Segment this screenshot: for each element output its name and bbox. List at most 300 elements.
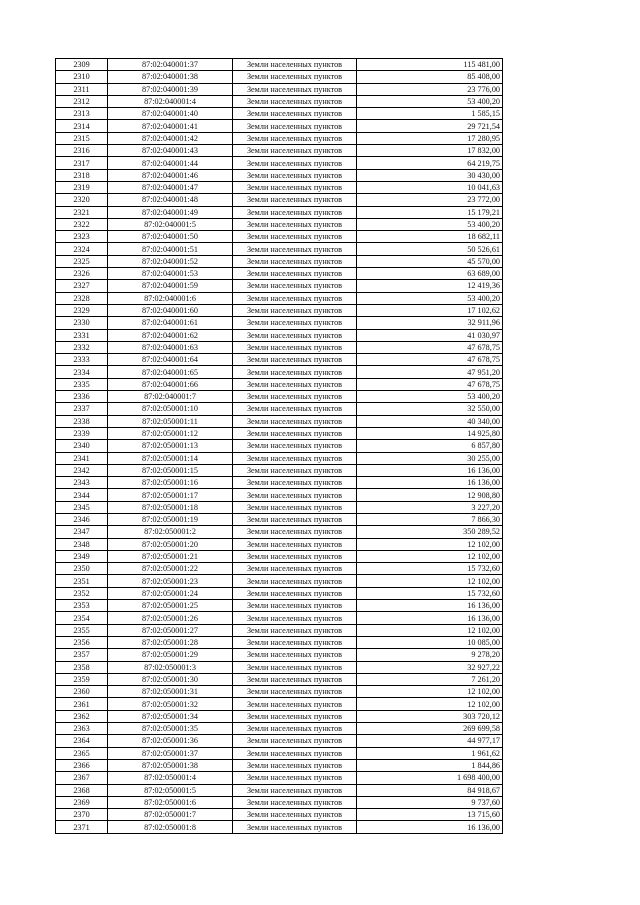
cadastral-number-cell: 87:02:040001:42 — [108, 132, 233, 144]
table-row — [56, 513, 503, 525]
land-category-cell: Земли населенных пунктов — [233, 710, 357, 722]
land-category-cell: Земли населенных пунктов — [233, 735, 357, 747]
area-value-cell: 9 737,60 — [357, 796, 503, 808]
table-row — [56, 759, 503, 771]
cadastral-number-cell: 87:02:050001:7 — [108, 809, 233, 821]
land-plots-table — [55, 58, 503, 834]
land-category-cell: Земли населенных пунктов — [233, 181, 357, 193]
cadastral-number-cell: 87:02:040001:37 — [108, 59, 233, 71]
row-number-cell: 2311 — [56, 83, 108, 95]
table-row — [56, 501, 503, 513]
land-category-cell: Земли населенных пунктов — [233, 145, 357, 157]
table-row — [56, 735, 503, 747]
table-row — [56, 169, 503, 181]
table-row — [56, 403, 503, 415]
cadastral-number-cell: 87:02:040001:64 — [108, 354, 233, 366]
area-value-cell: 9 278,20 — [357, 649, 503, 661]
cadastral-number-cell: 87:02:050001:22 — [108, 563, 233, 575]
land-category-cell: Земли населенных пунктов — [233, 218, 357, 230]
land-category-cell: Земли населенных пунктов — [233, 513, 357, 525]
row-number-cell: 2312 — [56, 95, 108, 107]
row-number-cell: 2319 — [56, 181, 108, 193]
cadastral-number-cell: 87:02:040001:51 — [108, 243, 233, 255]
area-value-cell: 53 400,20 — [357, 391, 503, 403]
cadastral-number-cell: 87:02:040001:4 — [108, 95, 233, 107]
row-number-cell: 2336 — [56, 391, 108, 403]
table-row — [56, 181, 503, 193]
land-category-cell: Земли населенных пунктов — [233, 71, 357, 83]
row-number-cell: 2362 — [56, 710, 108, 722]
table-row — [56, 440, 503, 452]
row-number-cell: 2309 — [56, 59, 108, 71]
area-value-cell: 115 481,00 — [357, 59, 503, 71]
cadastral-number-cell: 87:02:050001:2 — [108, 526, 233, 538]
land-category-cell: Земли населенных пунктов — [233, 538, 357, 550]
area-value-cell: 17 280,95 — [357, 132, 503, 144]
table-row — [56, 120, 503, 132]
row-number-cell: 2366 — [56, 759, 108, 771]
land-category-cell: Земли населенных пунктов — [233, 317, 357, 329]
area-value-cell: 12 102,00 — [357, 550, 503, 562]
land-category-cell: Земли населенных пунктов — [233, 636, 357, 648]
area-value-cell: 15 732,60 — [357, 587, 503, 599]
row-number-cell: 2327 — [56, 280, 108, 292]
area-value-cell: 12 102,00 — [357, 686, 503, 698]
row-number-cell: 2338 — [56, 415, 108, 427]
table-row — [56, 600, 503, 612]
table-row — [56, 710, 503, 722]
cadastral-number-cell: 87:02:050001:12 — [108, 427, 233, 439]
cadastral-number-cell: 87:02:050001:11 — [108, 415, 233, 427]
land-category-cell: Земли населенных пунктов — [233, 329, 357, 341]
land-category-cell: Земли населенных пунктов — [233, 354, 357, 366]
land-category-cell: Земли населенных пунктов — [233, 169, 357, 181]
cadastral-number-cell: 87:02:050001:37 — [108, 747, 233, 759]
table-row — [56, 71, 503, 83]
land-category-cell: Земли населенных пунктов — [233, 600, 357, 612]
row-number-cell: 2314 — [56, 120, 108, 132]
row-number-cell: 2354 — [56, 612, 108, 624]
cadastral-number-cell: 87:02:040001:5 — [108, 218, 233, 230]
land-category-cell: Земли населенных пунктов — [233, 563, 357, 575]
area-value-cell: 303 720,12 — [357, 710, 503, 722]
area-value-cell: 12 102,00 — [357, 698, 503, 710]
row-number-cell: 2363 — [56, 723, 108, 735]
cadastral-number-cell: 87:02:040001:63 — [108, 341, 233, 353]
cadastral-number-cell: 87:02:050001:15 — [108, 464, 233, 476]
land-category-cell: Земли населенных пунктов — [233, 550, 357, 562]
land-category-cell: Земли населенных пунктов — [233, 378, 357, 390]
land-category-cell: Земли населенных пунктов — [233, 341, 357, 353]
row-number-cell: 2333 — [56, 354, 108, 366]
cadastral-number-cell: 87:02:050001:13 — [108, 440, 233, 452]
table-row — [56, 317, 503, 329]
area-value-cell: 6 857,80 — [357, 440, 503, 452]
table-row — [56, 329, 503, 341]
row-number-cell: 2334 — [56, 366, 108, 378]
land-category-cell: Земли населенных пунктов — [233, 108, 357, 120]
row-number-cell: 2329 — [56, 304, 108, 316]
table-row — [56, 575, 503, 587]
area-value-cell: 50 526,61 — [357, 243, 503, 255]
land-category-cell: Земли населенных пунктов — [233, 796, 357, 808]
row-number-cell: 2318 — [56, 169, 108, 181]
land-category-cell: Земли населенных пунктов — [233, 821, 357, 833]
cadastral-number-cell: 87:02:040001:38 — [108, 71, 233, 83]
row-number-cell: 2350 — [56, 563, 108, 575]
land-category-cell: Земли населенных пунктов — [233, 268, 357, 280]
row-number-cell: 2346 — [56, 513, 108, 525]
row-number-cell: 2359 — [56, 673, 108, 685]
area-value-cell: 30 430,00 — [357, 169, 503, 181]
cadastral-number-cell: 87:02:050001:14 — [108, 452, 233, 464]
table-row — [56, 304, 503, 316]
area-value-cell: 12 102,00 — [357, 624, 503, 636]
area-value-cell: 53 400,20 — [357, 292, 503, 304]
table-row — [56, 489, 503, 501]
land-category-cell: Земли населенных пунктов — [233, 698, 357, 710]
land-category-cell: Земли населенных пунктов — [233, 132, 357, 144]
row-number-cell: 2343 — [56, 477, 108, 489]
land-category-cell: Земли населенных пунктов — [233, 59, 357, 71]
cadastral-number-cell: 87:02:040001:53 — [108, 268, 233, 280]
cadastral-number-cell: 87:02:050001:4 — [108, 772, 233, 784]
cadastral-number-cell: 87:02:050001:16 — [108, 477, 233, 489]
row-number-cell: 2324 — [56, 243, 108, 255]
cadastral-number-cell: 87:02:040001:49 — [108, 206, 233, 218]
cadastral-number-cell: 87:02:050001:17 — [108, 489, 233, 501]
land-category-cell: Земли населенных пунктов — [233, 772, 357, 784]
land-category-cell: Земли населенных пунктов — [233, 452, 357, 464]
land-category-cell: Земли населенных пунктов — [233, 464, 357, 476]
land-category-cell: Земли населенных пунктов — [233, 231, 357, 243]
row-number-cell: 2356 — [56, 636, 108, 648]
table-row — [56, 415, 503, 427]
cadastral-number-cell: 87:02:050001:23 — [108, 575, 233, 587]
land-category-cell: Земли населенных пунктов — [233, 686, 357, 698]
area-value-cell: 16 136,00 — [357, 821, 503, 833]
table-row — [56, 698, 503, 710]
area-value-cell: 16 136,00 — [357, 477, 503, 489]
land-category-cell: Земли населенных пунктов — [233, 415, 357, 427]
cadastral-number-cell: 87:02:050001:35 — [108, 723, 233, 735]
cadastral-number-cell: 87:02:050001:32 — [108, 698, 233, 710]
table-row — [56, 108, 503, 120]
area-value-cell: 30 255,00 — [357, 452, 503, 464]
area-value-cell: 1 585,15 — [357, 108, 503, 120]
cadastral-number-cell: 87:02:040001:61 — [108, 317, 233, 329]
table-row — [56, 59, 503, 71]
table-row — [56, 83, 503, 95]
row-number-cell: 2322 — [56, 218, 108, 230]
cadastral-number-cell: 87:02:040001:52 — [108, 255, 233, 267]
row-number-cell: 2365 — [56, 747, 108, 759]
area-value-cell: 12 102,00 — [357, 538, 503, 550]
table-row — [56, 206, 503, 218]
area-value-cell: 18 682,11 — [357, 231, 503, 243]
land-category-cell: Земли населенных пунктов — [233, 243, 357, 255]
row-number-cell: 2364 — [56, 735, 108, 747]
area-value-cell: 53 400,20 — [357, 218, 503, 230]
land-category-cell: Земли населенных пунктов — [233, 723, 357, 735]
area-value-cell: 16 136,00 — [357, 612, 503, 624]
land-category-cell: Земли населенных пунктов — [233, 403, 357, 415]
row-number-cell: 2339 — [56, 427, 108, 439]
area-value-cell: 7 261,20 — [357, 673, 503, 685]
cadastral-number-cell: 87:02:040001:66 — [108, 378, 233, 390]
row-number-cell: 2321 — [56, 206, 108, 218]
table-row — [56, 747, 503, 759]
land-category-cell: Земли населенных пунктов — [233, 575, 357, 587]
land-category-cell: Земли населенных пунктов — [233, 612, 357, 624]
area-value-cell: 44 977,17 — [357, 735, 503, 747]
table-row — [56, 477, 503, 489]
area-value-cell: 63 689,00 — [357, 268, 503, 280]
row-number-cell: 2349 — [56, 550, 108, 562]
cadastral-number-cell: 87:02:040001:41 — [108, 120, 233, 132]
cadastral-number-cell: 87:02:050001:24 — [108, 587, 233, 599]
table-row — [56, 354, 503, 366]
cadastral-number-cell: 87:02:050001:26 — [108, 612, 233, 624]
land-category-cell: Земли населенных пунктов — [233, 194, 357, 206]
cadastral-number-cell: 87:02:040001:43 — [108, 145, 233, 157]
row-number-cell: 2357 — [56, 649, 108, 661]
cadastral-number-cell: 87:02:040001:6 — [108, 292, 233, 304]
table-row — [56, 366, 503, 378]
row-number-cell: 2368 — [56, 784, 108, 796]
cadastral-number-cell: 87:02:040001:40 — [108, 108, 233, 120]
row-number-cell: 2370 — [56, 809, 108, 821]
table-row — [56, 145, 503, 157]
table-row — [56, 649, 503, 661]
row-number-cell: 2348 — [56, 538, 108, 550]
row-number-cell: 2316 — [56, 145, 108, 157]
area-value-cell: 1 844,86 — [357, 759, 503, 771]
area-value-cell: 17 102,62 — [357, 304, 503, 316]
area-value-cell: 12 102,00 — [357, 575, 503, 587]
land-category-cell: Земли населенных пунктов — [233, 427, 357, 439]
cadastral-number-cell: 87:02:040001:65 — [108, 366, 233, 378]
table-row — [56, 157, 503, 169]
cadastral-number-cell: 87:02:040001:7 — [108, 391, 233, 403]
row-number-cell: 2355 — [56, 624, 108, 636]
cadastral-number-cell: 87:02:040001:46 — [108, 169, 233, 181]
row-number-cell: 2358 — [56, 661, 108, 673]
table-row — [56, 341, 503, 353]
area-value-cell: 84 918,67 — [357, 784, 503, 796]
cadastral-number-cell: 87:02:050001:20 — [108, 538, 233, 550]
cadastral-number-cell: 87:02:050001:25 — [108, 600, 233, 612]
land-category-cell: Земли населенных пунктов — [233, 809, 357, 821]
area-value-cell: 3 227,20 — [357, 501, 503, 513]
row-number-cell: 2341 — [56, 452, 108, 464]
area-value-cell: 47 678,75 — [357, 354, 503, 366]
row-number-cell: 2340 — [56, 440, 108, 452]
land-category-cell: Земли населенных пунктов — [233, 157, 357, 169]
land-category-cell: Земли населенных пунктов — [233, 501, 357, 513]
cadastral-number-cell: 87:02:050001:21 — [108, 550, 233, 562]
row-number-cell: 2344 — [56, 489, 108, 501]
cadastral-number-cell: 87:02:050001:18 — [108, 501, 233, 513]
land-category-cell: Земли населенных пунктов — [233, 624, 357, 636]
area-value-cell: 23 776,00 — [357, 83, 503, 95]
row-number-cell: 2315 — [56, 132, 108, 144]
land-category-cell: Земли населенных пунктов — [233, 587, 357, 599]
row-number-cell: 2352 — [56, 587, 108, 599]
cadastral-number-cell: 87:02:040001:48 — [108, 194, 233, 206]
row-number-cell: 2351 — [56, 575, 108, 587]
area-value-cell: 15 732,60 — [357, 563, 503, 575]
cadastral-number-cell: 87:02:050001:10 — [108, 403, 233, 415]
area-value-cell: 41 030,97 — [357, 329, 503, 341]
land-category-cell: Земли населенных пунктов — [233, 95, 357, 107]
area-value-cell: 14 925,80 — [357, 427, 503, 439]
area-value-cell: 13 715,60 — [357, 809, 503, 821]
row-number-cell: 2342 — [56, 464, 108, 476]
land-category-cell: Земли населенных пунктов — [233, 440, 357, 452]
table-row — [56, 636, 503, 648]
land-category-cell: Земли населенных пунктов — [233, 489, 357, 501]
area-value-cell: 23 772,00 — [357, 194, 503, 206]
table-body — [56, 59, 503, 834]
area-value-cell: 32 927,22 — [357, 661, 503, 673]
table-row — [56, 587, 503, 599]
table-row — [56, 280, 503, 292]
row-number-cell: 2317 — [56, 157, 108, 169]
land-category-cell: Земли населенных пунктов — [233, 292, 357, 304]
cadastral-number-cell: 87:02:040001:60 — [108, 304, 233, 316]
cadastral-number-cell: 87:02:050001:38 — [108, 759, 233, 771]
table-row — [56, 550, 503, 562]
land-category-cell: Земли населенных пунктов — [233, 673, 357, 685]
table-row — [56, 673, 503, 685]
table-row — [56, 784, 503, 796]
table-row — [56, 772, 503, 784]
area-value-cell: 47 678,75 — [357, 378, 503, 390]
row-number-cell: 2332 — [56, 341, 108, 353]
area-value-cell: 17 832,00 — [357, 145, 503, 157]
area-value-cell: 7 866,30 — [357, 513, 503, 525]
area-value-cell: 1 698 400,00 — [357, 772, 503, 784]
area-value-cell: 45 570,00 — [357, 255, 503, 267]
table-row — [56, 132, 503, 144]
row-number-cell: 2367 — [56, 772, 108, 784]
table-row — [56, 231, 503, 243]
table-row — [56, 563, 503, 575]
area-value-cell: 15 179,21 — [357, 206, 503, 218]
table-row — [56, 391, 503, 403]
row-number-cell: 2323 — [56, 231, 108, 243]
area-value-cell: 32 911,96 — [357, 317, 503, 329]
area-value-cell: 85 408,00 — [357, 71, 503, 83]
table-row — [56, 243, 503, 255]
cadastral-number-cell: 87:02:040001:39 — [108, 83, 233, 95]
area-value-cell: 29 721,54 — [357, 120, 503, 132]
row-number-cell: 2328 — [56, 292, 108, 304]
table-row — [56, 538, 503, 550]
area-value-cell: 32 550,00 — [357, 403, 503, 415]
cadastral-number-cell: 87:02:050001:6 — [108, 796, 233, 808]
land-category-cell: Земли населенных пунктов — [233, 83, 357, 95]
land-category-cell: Земли населенных пунктов — [233, 366, 357, 378]
cadastral-number-cell: 87:02:040001:62 — [108, 329, 233, 341]
area-value-cell: 16 136,00 — [357, 600, 503, 612]
table-row — [56, 452, 503, 464]
table-row — [56, 194, 503, 206]
land-category-cell: Земли населенных пунктов — [233, 280, 357, 292]
cadastral-number-cell: 87:02:050001:5 — [108, 784, 233, 796]
row-number-cell: 2330 — [56, 317, 108, 329]
row-number-cell: 2331 — [56, 329, 108, 341]
row-number-cell: 2361 — [56, 698, 108, 710]
table-row — [56, 723, 503, 735]
row-number-cell: 2360 — [56, 686, 108, 698]
cadastral-number-cell: 87:02:050001:3 — [108, 661, 233, 673]
land-category-cell: Земли населенных пунктов — [233, 255, 357, 267]
table-row — [56, 661, 503, 673]
table-row — [56, 612, 503, 624]
row-number-cell: 2310 — [56, 71, 108, 83]
table-row — [56, 255, 503, 267]
cadastral-number-cell: 87:02:040001:50 — [108, 231, 233, 243]
cadastral-number-cell: 87:02:050001:27 — [108, 624, 233, 636]
table-row — [56, 809, 503, 821]
table-row — [56, 268, 503, 280]
land-category-cell: Земли населенных пунктов — [233, 120, 357, 132]
table-row — [56, 218, 503, 230]
table-row — [56, 686, 503, 698]
row-number-cell: 2345 — [56, 501, 108, 513]
area-value-cell: 10 085,00 — [357, 636, 503, 648]
area-value-cell: 1 961,62 — [357, 747, 503, 759]
land-category-cell: Земли населенных пунктов — [233, 391, 357, 403]
table-row — [56, 427, 503, 439]
land-category-cell: Земли населенных пунктов — [233, 747, 357, 759]
land-category-cell: Земли населенных пунктов — [233, 206, 357, 218]
area-value-cell: 53 400,20 — [357, 95, 503, 107]
land-category-cell: Земли населенных пунктов — [233, 304, 357, 316]
cadastral-number-cell: 87:02:050001:30 — [108, 673, 233, 685]
row-number-cell: 2313 — [56, 108, 108, 120]
area-value-cell: 64 219,75 — [357, 157, 503, 169]
land-category-cell: Земли населенных пунктов — [233, 526, 357, 538]
cadastral-number-cell: 87:02:040001:47 — [108, 181, 233, 193]
land-category-cell: Земли населенных пунктов — [233, 784, 357, 796]
cadastral-number-cell: 87:02:050001:36 — [108, 735, 233, 747]
land-category-cell: Земли населенных пунктов — [233, 649, 357, 661]
cadastral-number-cell: 87:02:050001:34 — [108, 710, 233, 722]
area-value-cell: 47 951,20 — [357, 366, 503, 378]
cadastral-number-cell: 87:02:050001:8 — [108, 821, 233, 833]
area-value-cell: 40 340,00 — [357, 415, 503, 427]
table-row — [56, 464, 503, 476]
area-value-cell: 10 041,63 — [357, 181, 503, 193]
cadastral-number-cell: 87:02:050001:19 — [108, 513, 233, 525]
cadastral-number-cell: 87:02:050001:31 — [108, 686, 233, 698]
area-value-cell: 12 908,80 — [357, 489, 503, 501]
table-row — [56, 796, 503, 808]
row-number-cell: 2353 — [56, 600, 108, 612]
row-number-cell: 2335 — [56, 378, 108, 390]
area-value-cell: 47 678,75 — [357, 341, 503, 353]
cadastral-number-cell: 87:02:050001:29 — [108, 649, 233, 661]
land-category-cell: Земли населенных пунктов — [233, 759, 357, 771]
cadastral-number-cell: 87:02:050001:28 — [108, 636, 233, 648]
area-value-cell: 16 136,00 — [357, 464, 503, 476]
row-number-cell: 2325 — [56, 255, 108, 267]
row-number-cell: 2369 — [56, 796, 108, 808]
table-row — [56, 95, 503, 107]
